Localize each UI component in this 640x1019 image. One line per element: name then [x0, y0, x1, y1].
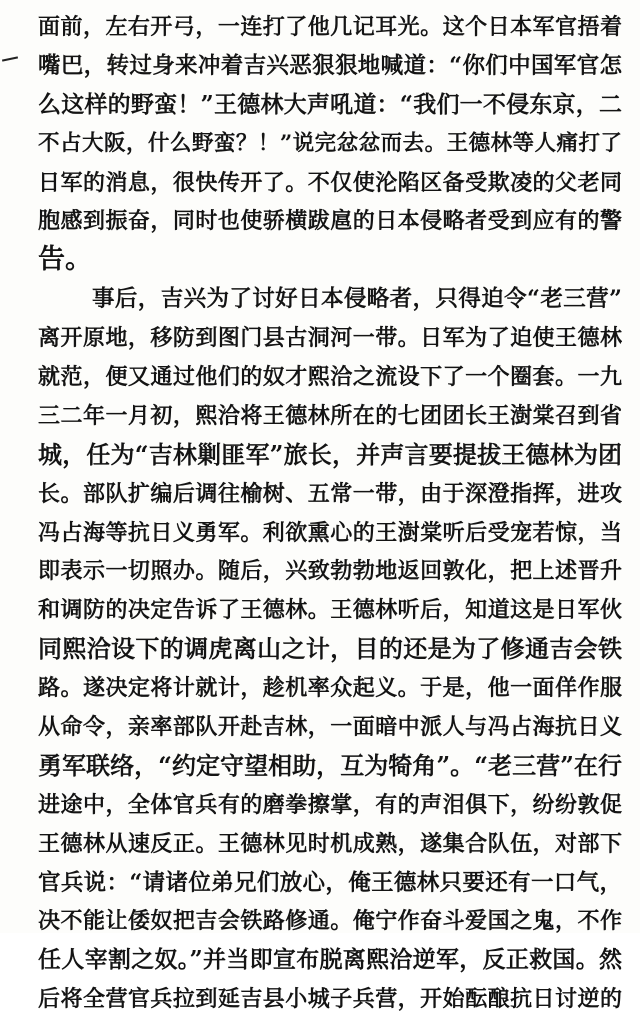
text-line: 日军的消息，很快传开了。不仅使沦陷区备受欺凌的父老同	[38, 169, 622, 196]
text-line: 离开原地，移防到图门县古洞河一带。日军为了迫使王德林	[38, 325, 622, 352]
text-line: 任人宰割之奴。”并当即宣布脱离熙洽逆军，反正救国。然	[38, 946, 622, 974]
text-line: 长。部队扩编后调往榆树、五常一带，由于深澄指挥，进攻	[38, 480, 622, 507]
text-line: 路。遂决定将计就计，趁机率众起义。于是，他一面佯作服	[38, 675, 622, 702]
margin-pen-mark	[2, 56, 18, 61]
text-line: 决不能让倭奴把吉会铁路修通。俺宁作奋斗爱国之鬼，不作	[38, 908, 622, 935]
text-line: 面前，左右开弓，一连打了他几记耳光。这个日本军官捂着	[38, 14, 622, 40]
text-line: 从命令，亲率部队开赴吉林，一面暗中派人与冯占海抗日义	[38, 714, 622, 741]
text-line: 和调防的决定告诉了王德林。王德林听后，知道这是日军伙	[38, 597, 622, 624]
text-line: 告。	[38, 244, 92, 276]
text-line: 就范，便又通过他们的奴才熙洽之流设下了一个圈套。一九	[38, 364, 622, 391]
text-line: 胞感到振奋，同时也使骄横跋扈的日本侵略者受到应有的警	[38, 208, 622, 235]
text-line: 即表示一切照办。随后，兴致勃勃地返回敦化，把上述晋升	[38, 558, 622, 585]
text-line: 勇军联络，“约定守望相助，互为犄角”。“老三营”在行	[38, 750, 622, 780]
text-line: 三二年一月初，熙洽将王德林所在的七团团长王澍棠召到省	[38, 402, 622, 429]
text-line: 后将全营官兵拉到延吉县小城子兵营，开始酝酿抗日讨逆的	[38, 986, 622, 1013]
text-line: 城，任为“吉林剿匪军”旅长，并声言要提拔王德林为团	[38, 439, 622, 469]
text-line: 同熙洽设下的调虎离山之计，目的还是为了修通吉会铁	[38, 634, 622, 664]
text-line: 不占大阪，什么野蛮？！”说完忿忿而去。王德林等人痛打了	[38, 130, 622, 156]
text-line: 么这样的野蛮！”王德林大声吼道：“我们一不侵东京，二	[38, 90, 622, 118]
text-line-paragraph-start: 事后，吉兴为了讨好日本侵略者，只得迫令“老三营”	[92, 286, 622, 313]
body-text	[38, 8, 622, 1019]
text-line: 冯占海等抗日义勇军。利欲熏心的王澍棠听后受宠若惊，当	[38, 519, 622, 546]
text-line: 王德林从速反正。王德林见时机成熟，遂集合队伍，对部下	[38, 830, 622, 857]
text-line: 官兵说：“请诸位弟兄们放心，俺王德林只要还有一口气，	[38, 869, 622, 896]
text-line: 进途中，全体官兵有的磨拳擦掌，有的声泪俱下，纷纷敦促	[38, 791, 622, 818]
text-line: 嘴巴，转过身来冲着吉兴恶狠狠地喊道：“你们中国军官怎	[38, 52, 622, 79]
